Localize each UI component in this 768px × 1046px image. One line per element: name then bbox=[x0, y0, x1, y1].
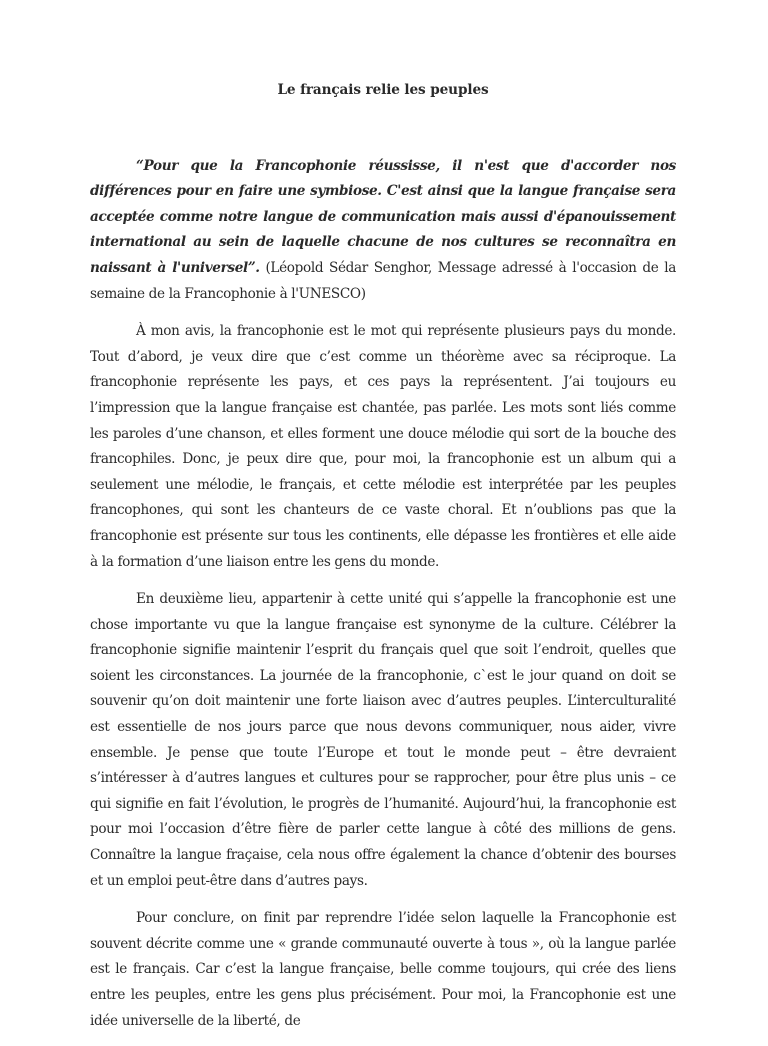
body-paragraph-2: En deuxième lieu, appartenir à cette unité qui s’appelle la francophonie est une chose importante vu que la langue française est synonyme de la culture. Célébrer la francophonie signifie maintenir l’esprit du français quel que soit l’endroit, quelles que soient les circonstances. La journée de la francophonie, c`est le jour quand on doit se souvenir qu’on doit maintenir une forte liaison avec d’autres peuples. L’interculturalité est essentielle de nos jours parce que nous devons communiquer, nous aider, vivre ensemble. Je pense que toute l’Europe et tout le monde peut – être devraient s’intéresser à d’autres langues et cultures pour se rapprocher, pour être plus unis – ce qui signifie en fait l’évolution, le progrès de l’humanité. Aujourd’hui, la francophonie est pour moi l’occasion d’être fière de parler cette langue à côté des millions de gens. Connaître la langue fraçaise, cela nous offre également la chance d’obtenir des bourses et un emploi peut-être dans d’autres pays. bbox=[90, 591, 676, 889]
quote-attribution: (Léopold Sédar Senghor, Message adressé à l'occasion de la semaine de la Francophonie à l'UNESCO) bbox=[90, 259, 676, 302]
quote-text: “Pour que la Francophonie réussisse, il n'est que d'accorder nos différences pour en faire une symbiose. C'est ainsi que la langue française sera acceptée comme notre langue de communication mais aussi d'épanouissement international au sein de laquelle chacune de nos cultures se reconnaîtra en naissant à l'universel”. bbox=[90, 157, 676, 276]
document-title: Le français relie les peuples bbox=[277, 82, 489, 98]
body-paragraph-3: Pour conclure, on finit par reprendre l’idée selon laquelle la Francophonie est souvent décrite comme une « grande communauté ouverte à tous », où la langue parlée est le français. Car c’est la langue française, belle comme toujours, qui crée des liens entre les peuples, entre les gens plus précisément. Pour moi, la Francophonie est une idée universelle de la liberté, de bbox=[90, 910, 676, 1029]
quote-paragraph bbox=[90, 154, 676, 308]
body-paragraph-1: À mon avis, la francophonie est le mot qui représente plusieurs pays du monde. Tout d’abord, je veux dire que c’est comme un théorème avec sa réciproque. La francophonie représente les pays, et ces pays la représentent. J’ai toujours eu l’impression que la langue française est chantée, pas parlée. Les mots sont liés comme les paroles d’une chanson, et elles forment une douce mélodie qui sort de la bouche des francophiles. Donc, je peux dire que, pour moi, la francophonie est un album qui a seulement une mélodie, le français, et cette mélodie est interprétée par les peuples francophones, qui sont les chanteurs de ce vaste choral. Et n’oublions pas que la francophonie est présente sur tous les continents, elle dépasse les frontières et elle aide à la formation d’une liaison entre les gens du monde. bbox=[90, 323, 676, 570]
document-page bbox=[90, 78, 676, 1046]
